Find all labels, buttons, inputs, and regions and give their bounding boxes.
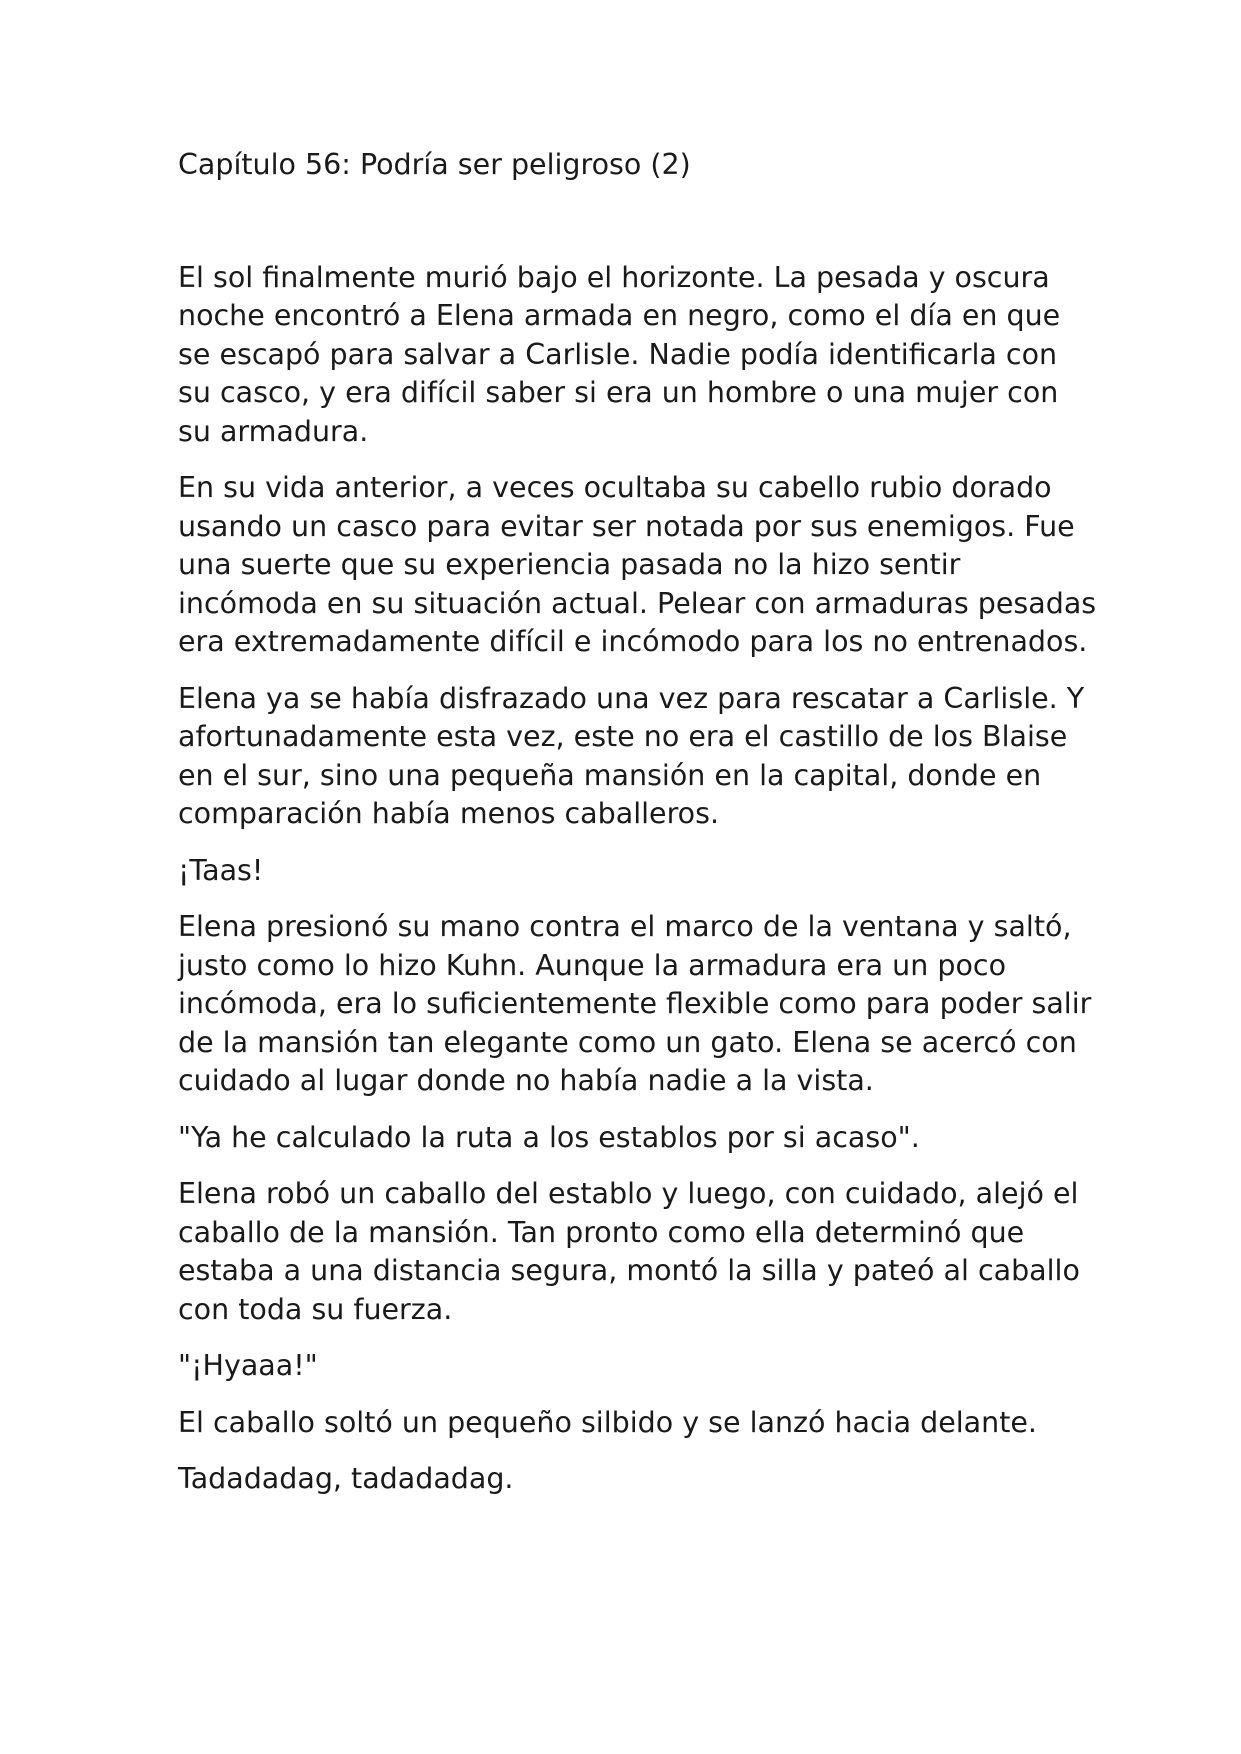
document-body — [178, 146, 1098, 1517]
paragraph: "¡Hyaaa!" — [178, 1349, 318, 1382]
chapter-title: Capítulo 56: Podría ser peligroso (2) — [178, 148, 691, 181]
paragraph: "Ya he calculado la ruta a los establos por si acaso". — [178, 1120, 920, 1154]
paragraph: Tadadadag, tadadadag. — [178, 1462, 514, 1495]
paragraph: En su vida anterior, a veces ocultaba su cabello rubio dorado usando un casco para evitar ser notada por sus enemigos. Fue una suerte que su experiencia pasada no la hizo sentir incómoda en su situación actual. Pelear con armaduras pesadas era extremadamente difícil e incómodo para los no entrenados. — [178, 471, 1097, 658]
paragraph: Elena robó un caballo del establo y luego, con cuidado, alejó el caballo de la mansión. Tan pronto como ella determinó que estaba a una distancia segura, montó la silla y pateó al caballo con toda su fuerza. — [178, 1177, 1080, 1326]
paragraph: El caballo soltó un pequeño silbido y se lanzó hacia delante. — [178, 1405, 1037, 1439]
paragraph: Elena ya se había disfrazado una vez para rescatar a Carlisle. Y afortunadamente esta vez, este no era el castillo de los Blaise en el sur, sino una pequeña mansión en la capital, donde en comparación había menos caballeros. — [178, 681, 1085, 830]
paragraph: ¡Taas! — [178, 853, 264, 887]
paragraph: Elena presionó su mano contra el marco de la ventana y saltó, justo como lo hizo Kuhn. Aunque la armadura era un poco incómoda, era lo suficientemente flexible como para poder salir de la mansión tan elegante como un gato. Elena se acercó con cuidado al lugar donde no había nadie a la vista. — [178, 910, 1092, 1097]
paragraph: El sol finalmente murió bajo el horizonte. La pesada y oscura noche encontró a Elena armada en negro, como el día en que se escapó para salvar a Carlisle. Nadie podía identificarla con su casco, y era difícil saber si era un hombre o una mujer con su armadura. — [178, 260, 1061, 448]
